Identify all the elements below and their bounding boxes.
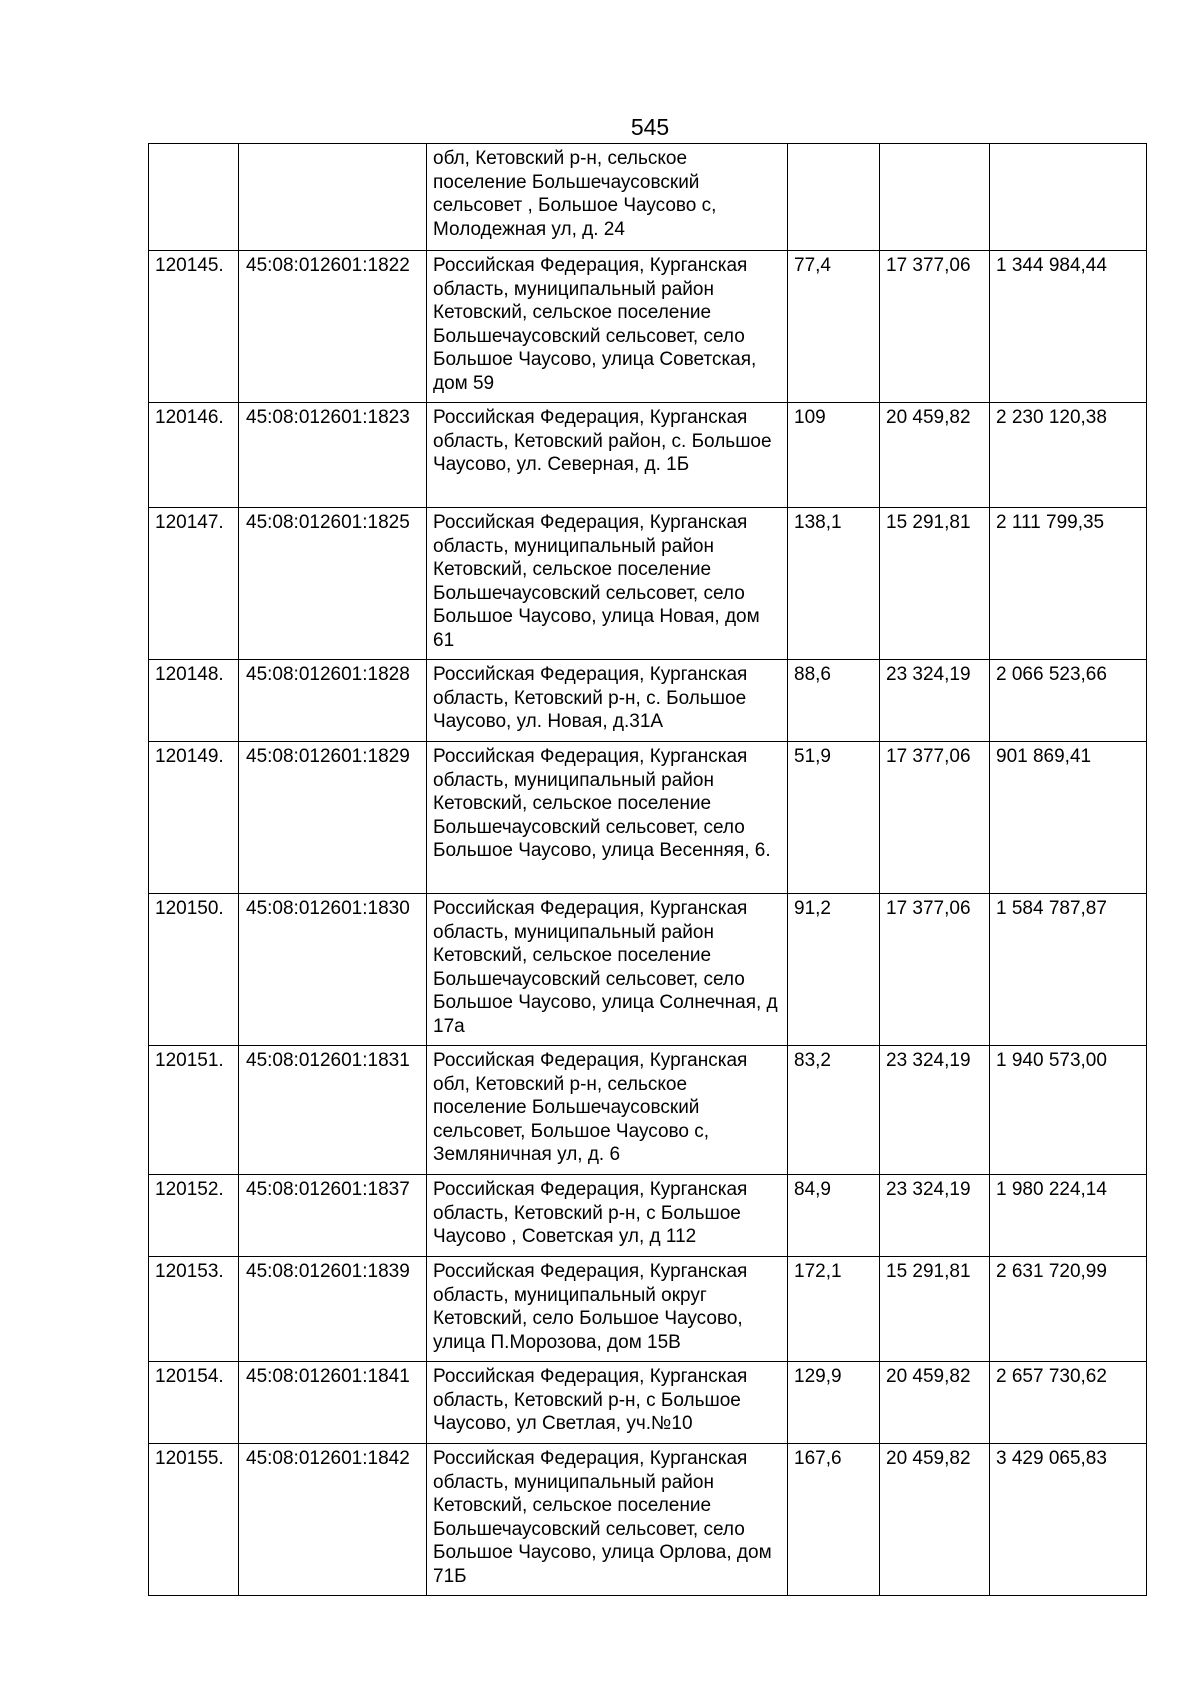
cadastral-value-cell: 3 429 065,83 bbox=[990, 1444, 1147, 1596]
area-cell: 91,2 bbox=[788, 894, 880, 1046]
row-number-cell: 120145. bbox=[149, 251, 239, 403]
area-cell bbox=[788, 144, 880, 251]
unit-price-cell: 20 459,82 bbox=[880, 1444, 990, 1596]
unit-price-cell: 17 377,06 bbox=[880, 251, 990, 403]
table-row bbox=[149, 660, 1147, 742]
row-number-cell: 120151. bbox=[149, 1046, 239, 1175]
table-row bbox=[149, 1362, 1147, 1444]
unit-price-cell: 17 377,06 bbox=[880, 894, 990, 1046]
cadastral-value-cell: 2 111 799,35 bbox=[990, 508, 1147, 660]
cadastral-value-cell: 2 230 120,38 bbox=[990, 403, 1147, 508]
row-number-cell: 120154. bbox=[149, 1362, 239, 1444]
cadastral-number-cell: 45:08:012601:1830 bbox=[239, 894, 427, 1046]
cadastral-number-cell: 45:08:012601:1823 bbox=[239, 403, 427, 508]
unit-price-cell: 23 324,19 bbox=[880, 1046, 990, 1175]
cadastral-value-cell bbox=[990, 144, 1147, 251]
address-cell: Российская Федерация, Курганская область, Кетовский р-н, с Большое Чаусово, ул Светлая, уч.№10 bbox=[427, 1362, 788, 1444]
area-cell: 172,1 bbox=[788, 1257, 880, 1362]
cadastral-number-cell: 45:08:012601:1822 bbox=[239, 251, 427, 403]
table-row bbox=[149, 1257, 1147, 1362]
cadastral-number-cell bbox=[239, 144, 427, 251]
address-cell: Российская Федерация, Курганская область, муниципальный район Кетовский, сельское поселение Большечаусовский сельсовет, село Большое Чаусово, улица Орлова, дом 71Б bbox=[427, 1444, 788, 1596]
table-row-continuation bbox=[149, 144, 1147, 251]
table-row bbox=[149, 403, 1147, 508]
unit-price-cell: 23 324,19 bbox=[880, 660, 990, 742]
row-number-cell: 120150. bbox=[149, 894, 239, 1046]
address-cell: Российская Федерация, Курганская область, муниципальный район Кетовский, сельское поселение Большечаусовский сельсовет, село Большое Чаусово, улица Новая, дом 61 bbox=[427, 508, 788, 660]
cadastral-number-cell: 45:08:012601:1841 bbox=[239, 1362, 427, 1444]
cadastral-number-cell: 45:08:012601:1842 bbox=[239, 1444, 427, 1596]
row-number-cell: 120146. bbox=[149, 403, 239, 508]
address-cell: Российская Федерация, Курганская область, Кетовский р-н, с. Большое Чаусово, ул. Новая, д.31А bbox=[427, 660, 788, 742]
address-cell: обл, Кетовский р-н, сельское поселение Большечаусовский сельсовет , Большое Чаусово с, Молодежная ул, д. 24 bbox=[427, 144, 788, 251]
unit-price-cell: 17 377,06 bbox=[880, 742, 990, 894]
area-cell: 129,9 bbox=[788, 1362, 880, 1444]
row-number-cell bbox=[149, 144, 239, 251]
cadastral-value-cell: 1 940 573,00 bbox=[990, 1046, 1147, 1175]
row-number-cell: 120147. bbox=[149, 508, 239, 660]
address-cell: Российская Федерация, Курганская область, Кетовский р-н, с Большое Чаусово , Советская ул, д 112 bbox=[427, 1175, 788, 1257]
area-cell: 138,1 bbox=[788, 508, 880, 660]
page-number: 545 bbox=[630, 114, 670, 140]
address-cell: Российская Федерация, Курганская область, муниципальный район Кетовский, сельское поселение Большечаусовский сельсовет, село Большое Чаусово, улица Советская, дом 59 bbox=[427, 251, 788, 403]
cadastral-value-cell: 1 980 224,14 bbox=[990, 1175, 1147, 1257]
row-number-cell: 120148. bbox=[149, 660, 239, 742]
unit-price-cell: 20 459,82 bbox=[880, 1362, 990, 1444]
address-cell: Российская Федерация, Курганская область, Кетовский район, с. Большое Чаусово, ул. Северная, д. 1Б bbox=[427, 403, 788, 508]
table-row bbox=[149, 742, 1147, 894]
cadastral-value-cell: 1 344 984,44 bbox=[990, 251, 1147, 403]
cadastral-value-cell: 2 657 730,62 bbox=[990, 1362, 1147, 1444]
area-cell: 83,2 bbox=[788, 1046, 880, 1175]
area-cell: 88,6 bbox=[788, 660, 880, 742]
cadastral-number-cell: 45:08:012601:1831 bbox=[239, 1046, 427, 1175]
cadastral-value-cell: 2 066 523,66 bbox=[990, 660, 1147, 742]
address-cell: Российская Федерация, Курганская обл, Кетовский р-н, сельское поселение Большечаусовский сельсовет, Большое Чаусово с, Земляничная ул, д. 6 bbox=[427, 1046, 788, 1175]
table-row bbox=[149, 894, 1147, 1046]
table-row bbox=[149, 1444, 1147, 1596]
address-cell: Российская Федерация, Курганская область, муниципальный округ Кетовский, село Большое Чаусово, улица П.Морозова, дом 15В bbox=[427, 1257, 788, 1362]
area-cell: 77,4 bbox=[788, 251, 880, 403]
cadastral-number-cell: 45:08:012601:1837 bbox=[239, 1175, 427, 1257]
address-cell: Российская Федерация, Курганская область, муниципальный район Кетовский, сельское поселение Большечаусовский сельсовет, село Большое Чаусово, улица Солнечная, д 17а bbox=[427, 894, 788, 1046]
table-row bbox=[149, 251, 1147, 403]
cadastral-number-cell: 45:08:012601:1825 bbox=[239, 508, 427, 660]
cadastral-value-table bbox=[148, 143, 1147, 1596]
unit-price-cell: 15 291,81 bbox=[880, 508, 990, 660]
cadastral-value-cell: 2 631 720,99 bbox=[990, 1257, 1147, 1362]
unit-price-cell: 23 324,19 bbox=[880, 1175, 990, 1257]
address-cell: Российская Федерация, Курганская область, муниципальный район Кетовский, сельское поселение Большечаусовский сельсовет, село Большое Чаусово, улица Весенняя, 6. bbox=[427, 742, 788, 894]
row-number-cell: 120149. bbox=[149, 742, 239, 894]
row-number-cell: 120153. bbox=[149, 1257, 239, 1362]
cadastral-value-cell: 901 869,41 bbox=[990, 742, 1147, 894]
area-cell: 84,9 bbox=[788, 1175, 880, 1257]
area-cell: 51,9 bbox=[788, 742, 880, 894]
row-number-cell: 120155. bbox=[149, 1444, 239, 1596]
cadastral-number-cell: 45:08:012601:1828 bbox=[239, 660, 427, 742]
unit-price-cell bbox=[880, 144, 990, 251]
cadastral-value-cell: 1 584 787,87 bbox=[990, 894, 1147, 1046]
table-row bbox=[149, 508, 1147, 660]
row-number-cell: 120152. bbox=[149, 1175, 239, 1257]
unit-price-cell: 15 291,81 bbox=[880, 1257, 990, 1362]
table-row bbox=[149, 1175, 1147, 1257]
area-cell: 167,6 bbox=[788, 1444, 880, 1596]
area-cell: 109 bbox=[788, 403, 880, 508]
unit-price-cell: 20 459,82 bbox=[880, 403, 990, 508]
cadastral-number-cell: 45:08:012601:1839 bbox=[239, 1257, 427, 1362]
cadastral-number-cell: 45:08:012601:1829 bbox=[239, 742, 427, 894]
table-row bbox=[149, 1046, 1147, 1175]
